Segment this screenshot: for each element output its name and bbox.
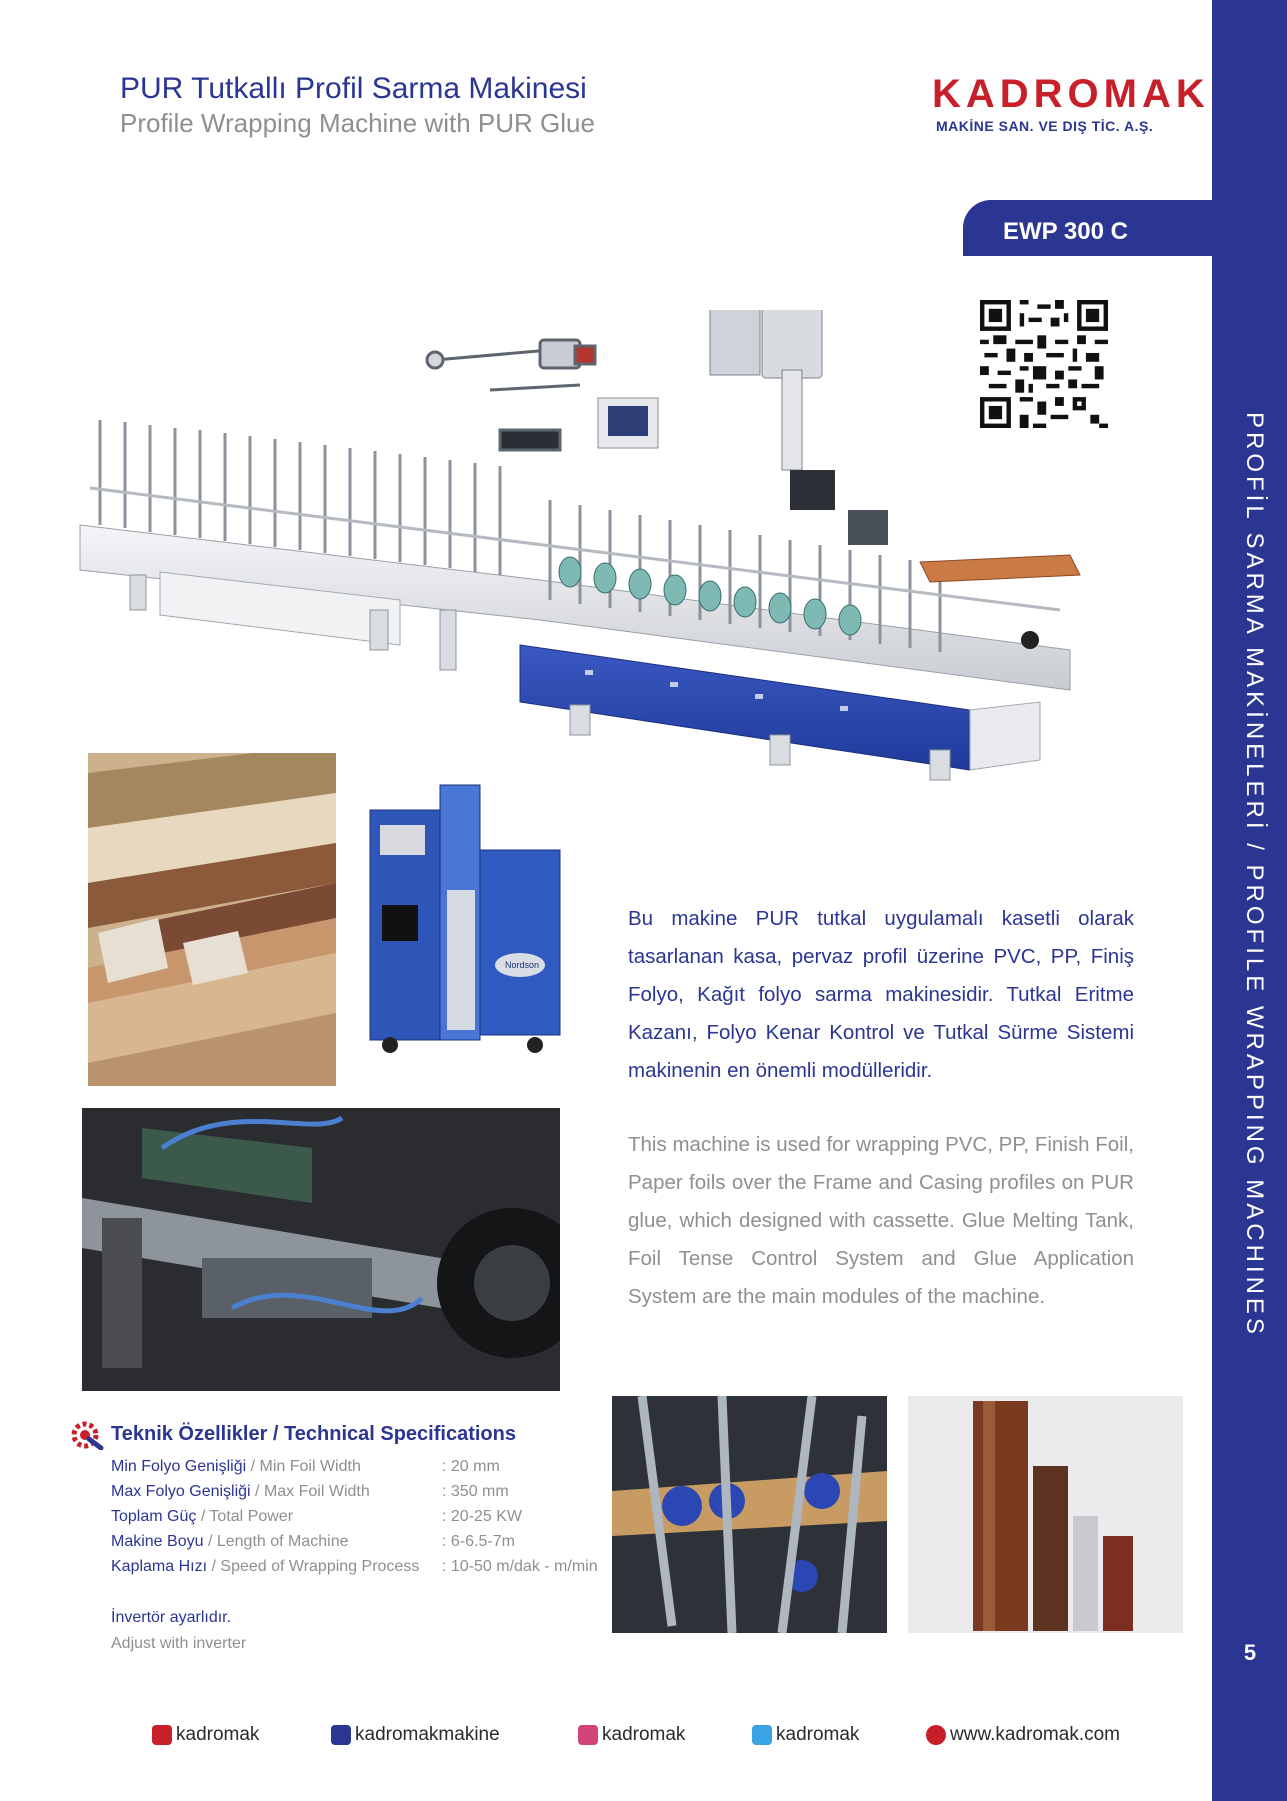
spec-label-en: Speed of Wrapping Process bbox=[220, 1558, 420, 1575]
spec-label-tr: Kaplama Hızı bbox=[111, 1558, 208, 1575]
spec-value: : 20 mm bbox=[442, 1458, 500, 1475]
profile-samples-photo bbox=[88, 753, 336, 1086]
inverter-note-en: Adjust with inverter bbox=[111, 1635, 247, 1652]
spec-row: Min Folyo Genişliği / Min Foil Width bbox=[111, 1458, 361, 1475]
spec-label-tr: Toplam Güç bbox=[111, 1508, 197, 1525]
wrapped-profiles-photo bbox=[908, 1396, 1183, 1633]
logo-tagline: MAKİNE SAN. VE DIŞ TİC. A.Ş. bbox=[936, 118, 1154, 134]
social-facebook[interactable] bbox=[331, 1722, 500, 1748]
model-badge: EWP 300 C bbox=[963, 200, 1212, 256]
social-instagram[interactable] bbox=[578, 1722, 685, 1748]
side-band-text: PROFİL SARMA MAKİNELERİ / PROFILE WRAPPING MACHINES bbox=[1241, 412, 1268, 1338]
machine-illustration bbox=[70, 310, 1180, 830]
social-youtube[interactable] bbox=[152, 1722, 259, 1748]
social-label: kadromak bbox=[176, 1724, 260, 1745]
spec-label-tr: Min Folyo Genişliği bbox=[111, 1458, 247, 1475]
specs-title: Teknik Özellikler / Technical Specifications bbox=[111, 1423, 516, 1445]
spec-value: : 350 mm bbox=[442, 1483, 509, 1500]
spec-row: Max Folyo Genişliği / Max Foil Width bbox=[111, 1483, 370, 1500]
youtube-icon bbox=[152, 1725, 172, 1745]
description-turkish: Bu makine PUR tutkal uygulamalı kasetli olarak tasarlanan kasa, pervaz profil üzerine PVC, PP, Finiş Folyo, Kağıt folyo sarma makinesidir. Tutkal Eritme Kazanı, Folyo Kenar Kontrol ve Tutkal Sürme Sistemi makinenin en önemli modülleridir. bbox=[628, 907, 1134, 1082]
page-number: 5 bbox=[1243, 1640, 1257, 1665]
melter-brand-label: Nordson bbox=[505, 960, 540, 970]
globe-icon bbox=[926, 1725, 946, 1745]
wrench-gear-icon bbox=[70, 1420, 104, 1450]
mechanism-closeup-photo bbox=[82, 1108, 560, 1391]
spec-label-en: Length of Machine bbox=[216, 1533, 349, 1550]
spec-value: : 6-6.5-7m bbox=[442, 1533, 515, 1550]
rollers-photo bbox=[612, 1396, 887, 1633]
spec-label-en: Total Power bbox=[209, 1508, 294, 1525]
facebook-icon bbox=[331, 1725, 351, 1745]
social-label: kadromak bbox=[602, 1724, 686, 1745]
page-subtitle: Profile Wrapping Machine with PUR Glue bbox=[120, 108, 595, 138]
spec-label-en: Min Foil Width bbox=[259, 1458, 361, 1475]
spec-label-tr: Makine Boyu bbox=[111, 1533, 204, 1550]
social-label: kadromak bbox=[776, 1724, 860, 1745]
spec-value: : 10-50 m/dak - m/min bbox=[442, 1558, 598, 1575]
spec-label-en: Max Foil Width bbox=[263, 1483, 370, 1500]
glue-melter-photo bbox=[360, 770, 570, 1060]
page-title: PUR Tutkallı Profil Sarma Makinesi bbox=[120, 72, 587, 105]
social-twitter[interactable] bbox=[752, 1722, 859, 1748]
spec-row: Makine Boyu / Length of Machine bbox=[111, 1533, 349, 1550]
social-label: kadromakmakine bbox=[355, 1724, 500, 1745]
social-label: www.kadromak.com bbox=[950, 1724, 1120, 1745]
twitter-icon bbox=[752, 1725, 772, 1745]
logo-wordmark: KADROMAK bbox=[932, 72, 1210, 116]
social-website[interactable] bbox=[926, 1722, 1120, 1748]
spec-value: : 20-25 KW bbox=[442, 1508, 523, 1525]
spec-row: Toplam Güç / Total Power bbox=[111, 1508, 294, 1525]
spec-row: Kaplama Hızı / Speed of Wrapping Process bbox=[111, 1558, 420, 1575]
company-logo bbox=[932, 72, 1210, 142]
spec-label-tr: Max Folyo Genişliği bbox=[111, 1483, 251, 1500]
description-english: This machine is used for wrapping PVC, PP, Finish Foil, Paper foils over the Frame and Casing profiles on PUR glue, which designed with cassette. Glue Melting Tank, Foil Tense Control System and Glue Application System are the main modules of the machine. bbox=[628, 1133, 1134, 1308]
inverter-note-tr: İnvertör ayarlıdır. bbox=[111, 1609, 232, 1626]
instagram-icon bbox=[578, 1725, 598, 1745]
